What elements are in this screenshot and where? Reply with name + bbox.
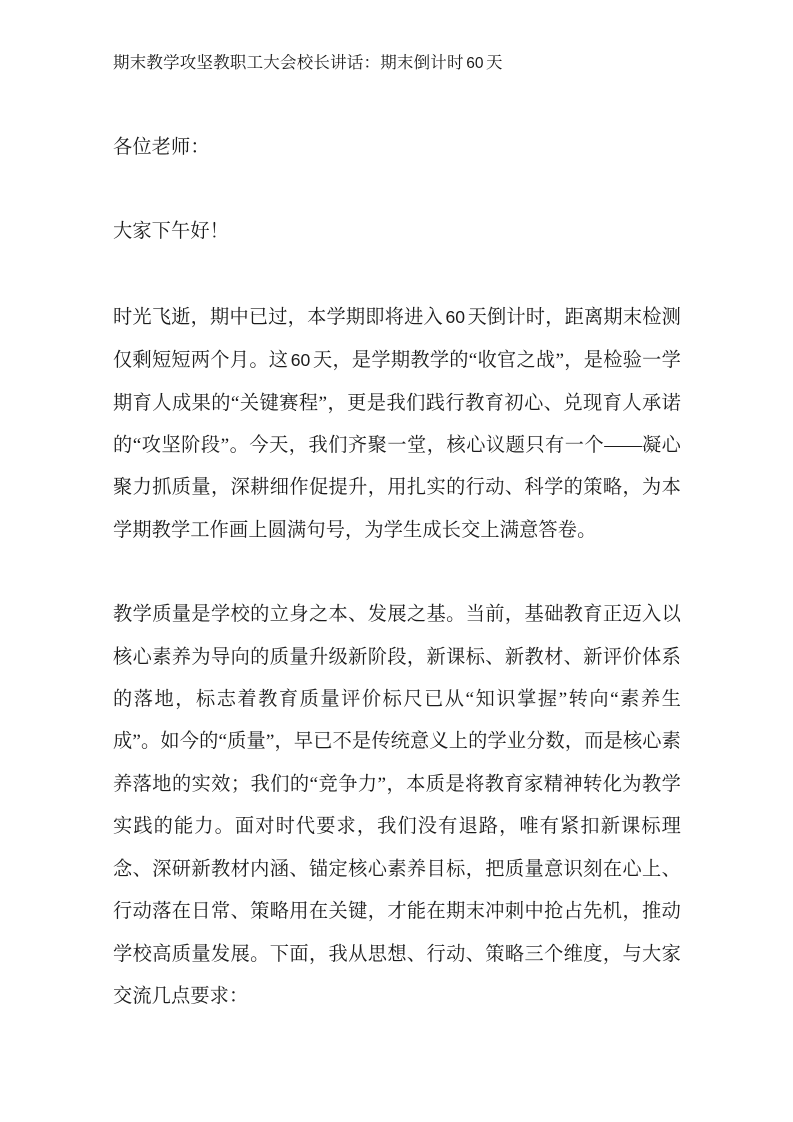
salutation: 各位老师：: [113, 137, 210, 158]
greeting: 大家下午好！: [113, 221, 230, 243]
document-title-prefix: 期末教学攻坚教职工大会校长讲话：期末倒计时: [113, 53, 464, 72]
paragraph-countdown-seg-3: 60: [290, 350, 311, 371]
spacer-after-title: [113, 85, 681, 127]
paragraph-countdown-seg-4: 天，是学期教学的“收官之战”，是检验一学期育人成果的“关键赛程”，更是我们践行教育初心、兑现育人承诺的“攻坚阶段”。今天，我们齐聚一堂，核心议题只有一个: [113, 350, 681, 457]
document-title: [113, 42, 681, 85]
paragraph-countdown-seg-0: 时光飞逝，期中已过，本学期即将进入: [113, 306, 443, 328]
paragraph-quality-seg-0: 教学质量是学校的立身之本、发展之基。当前，基础教育正迈入以核心素养为导向的质量升级新阶段，新课标、新教材、新评价体系的落地，标志着教育质量评价标尺已从“知识掌握”转向“素养生成”。如今的“质量”，早已不是传统意义上的学业分数，而是核心素养落地的实效；我们的“竞争力”，本质是将教育家精神转化为教学实践的能力。面对时代要求，我们没有退路，唯有紧扣新课标理念、深研新教材内涵、锚定核心素养目标，把质量意识刻在心上、行动落在日常、策略用在关键，才能在期末冲刺中抢占先机，推动学校高质量发展。下面，我从思想、行动、策略三个维度，与大家交流几点要求：: [113, 604, 681, 1007]
spacer-after-greeting: [113, 254, 681, 296]
top-margin-spacer: [113, 0, 681, 42]
document-title-number: 60: [466, 55, 484, 72]
paragraph-countdown-em-dash: ——: [604, 435, 642, 457]
spacer-after-salutation: [113, 169, 681, 211]
paragraph-countdown-seg-2: 天倒计时，距离期末检测仅剩短短两个月。这: [113, 306, 681, 372]
paragraph-countdown: [113, 296, 681, 552]
document-title-suffix: 天: [485, 53, 503, 72]
paragraph-quality: [113, 594, 681, 1018]
spacer-between-paragraphs: [113, 552, 681, 594]
paragraph-countdown-seg-1: 60: [445, 306, 466, 327]
document-text-column: [113, 0, 681, 1018]
paragraph-countdown-seg-6: 凝心聚力抓质量，深耕细作促提升，用扎实的行动、科学的策略，为本学期教学工作画上圆满句号，为学生成长交上满意答卷。: [113, 435, 681, 541]
